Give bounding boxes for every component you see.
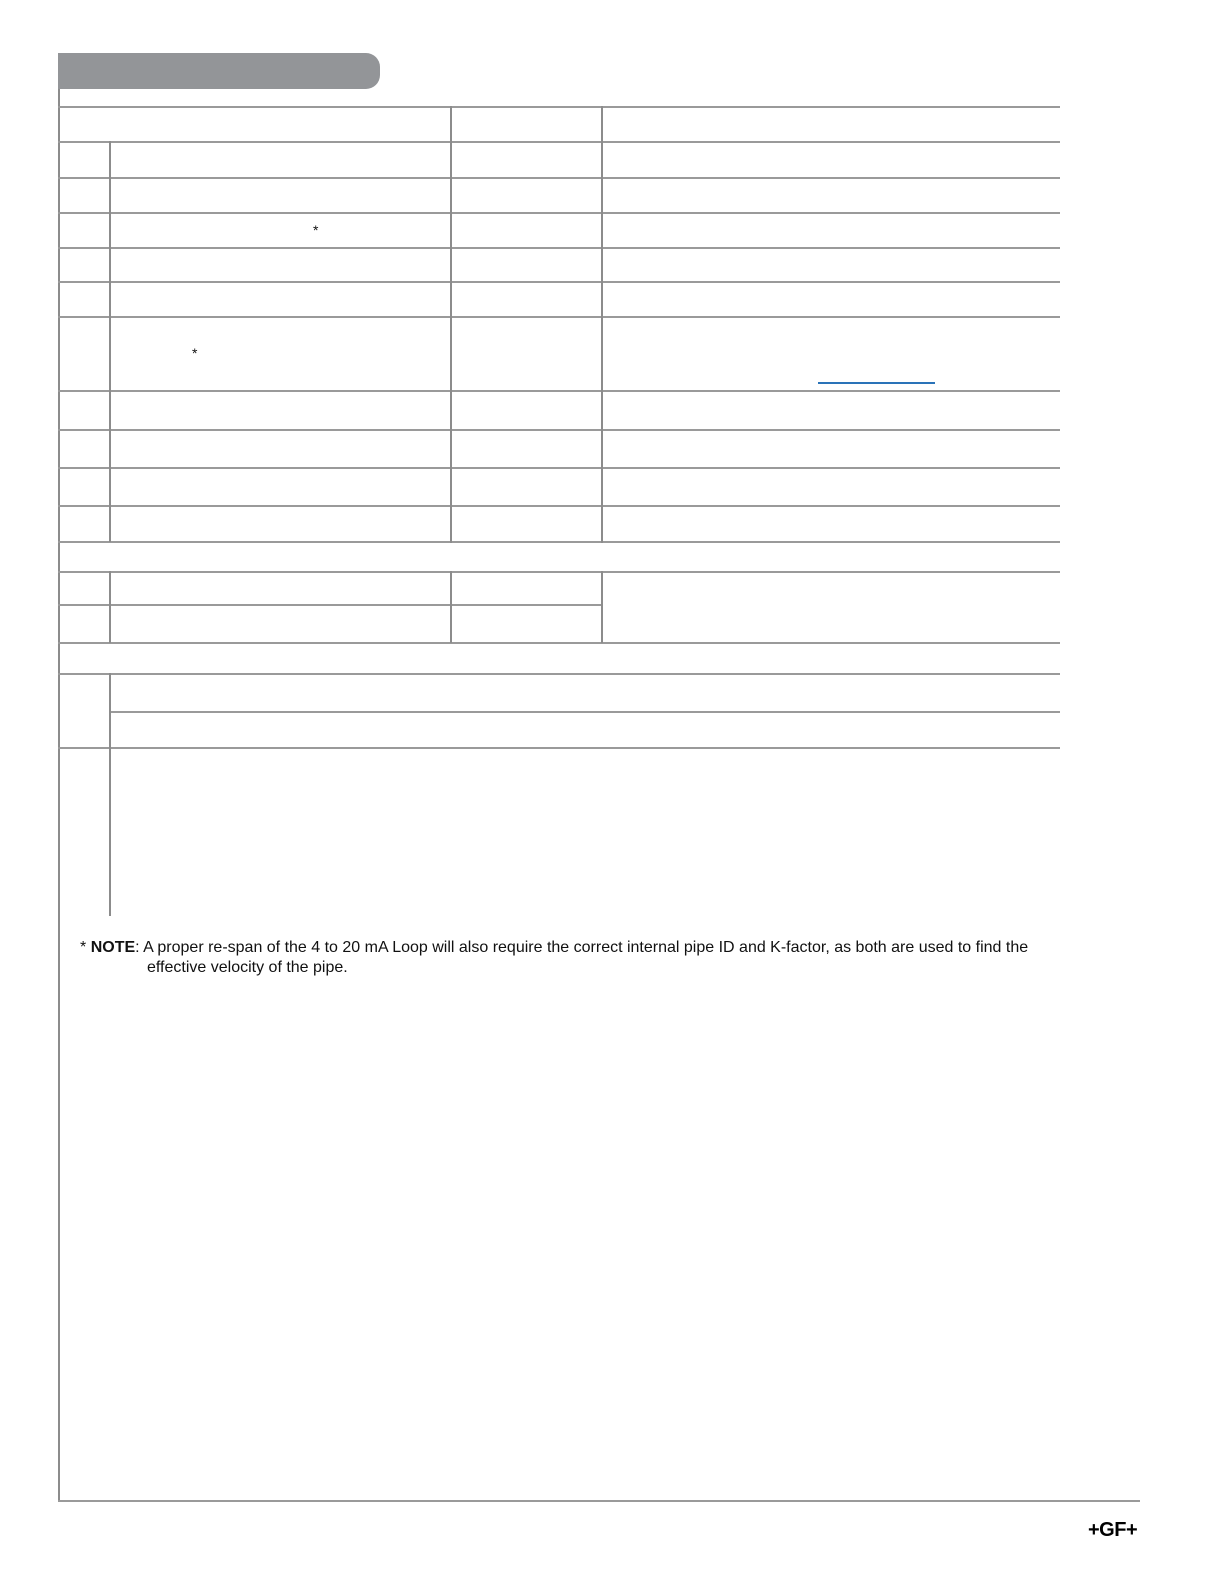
note-text-line2: effective velocity of the pipe. — [147, 959, 348, 976]
table-header-top-rule — [58, 106, 1060, 108]
footnote-marker: * — [313, 222, 319, 238]
footnote-asterisk: * — [80, 939, 87, 956]
table-row-rule — [58, 212, 1060, 214]
table-row-rule — [58, 247, 1060, 249]
table-header-bottom-rule — [58, 141, 1060, 143]
section-header-tab — [58, 53, 380, 89]
table-left-border — [58, 89, 60, 1502]
column-divider-header — [601, 106, 603, 543]
column-divider — [450, 571, 452, 643]
footnote — [80, 938, 1090, 978]
table-row-rule — [58, 571, 1060, 573]
table-row-rule — [58, 429, 1060, 431]
page-bottom-rule — [58, 1500, 1140, 1502]
column-divider-header — [450, 106, 452, 543]
hyperlink-underline[interactable] — [818, 382, 935, 384]
gf-logo: +GF+ — [1088, 1519, 1138, 1541]
table-section-rule — [58, 541, 1060, 543]
table-row-rule — [58, 281, 1060, 283]
table-section-rule — [58, 673, 1060, 675]
note-label: NOTE — [90, 939, 136, 956]
table-subrow-rule — [110, 711, 1060, 713]
table-row-rule — [58, 467, 1060, 469]
table-row-rule — [58, 316, 1060, 318]
table-row-rule — [58, 505, 1060, 507]
table-row-rule — [58, 747, 1060, 749]
table-row-rule-partial — [58, 604, 603, 606]
note-text-line1: A proper re-span of the 4 to 20 mA Loop will also require the correct internal pipe ID and K-factor, as both are used to find the — [139, 939, 1029, 956]
table-row-rule — [58, 390, 1060, 392]
column-divider — [601, 571, 603, 643]
index-column-divider — [109, 141, 111, 542]
footnote-marker: * — [192, 345, 198, 361]
table-row-rule — [58, 177, 1060, 179]
index-column-divider — [109, 673, 111, 916]
table-row-rule — [58, 642, 1060, 644]
index-column-divider — [109, 571, 111, 643]
note-separator: : — [135, 939, 140, 956]
